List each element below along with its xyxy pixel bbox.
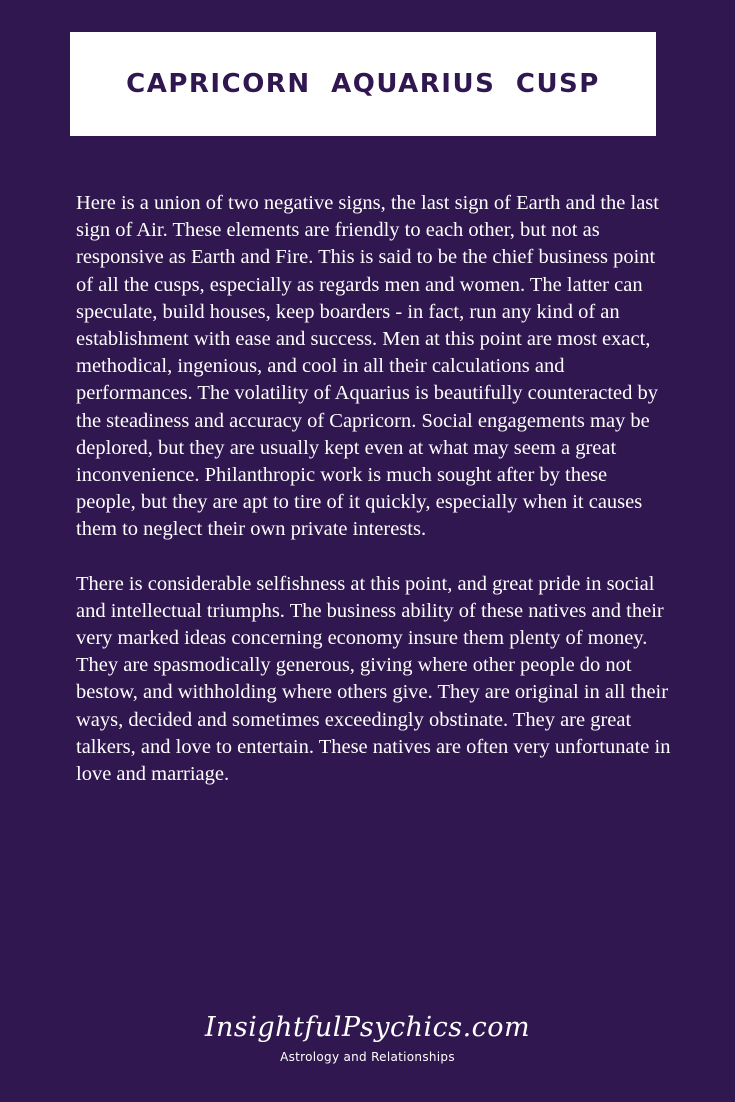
page-title: CAPRICORN AQUARIUS CUSP — [126, 69, 600, 99]
site-logo: InsightfulPsychics.com — [204, 1012, 531, 1043]
footer-branding — [0, 1008, 735, 1064]
article-paragraph-2: There is considerable selfishness at this point, and great pride in social and intellectual triumphs. The business ability of these natives and their very marked ideas concerning economy insure them plenty of money. They are spasmodically generous, giving where other people do not bestow, and withholding where others give. They are original in all their ways, decided and sometimes exceedingly obstinate. They are great talkers, and love to entertain. These natives are often very unfortunate in love and marriage. — [76, 572, 671, 786]
site-tagline: Astrology and Relationships — [280, 1050, 455, 1064]
title-banner — [70, 32, 656, 136]
article-paragraph-1: Here is a union of two negative signs, the last sign of Earth and the last sign of Air. These elements are friendly to each other, but not as responsive as Earth and Fire. This is said to be the chief business point of all the cusps, especially as regards men and women. The latter can speculate, build houses, keep boarders - in fact, run any kind of an establishment with ease and success. Men at this point are most exact, methodical, ingenious, and cool in all their calculations and performances. The volatility of Aquarius is beautifully counteracted by the steadiness and accuracy of Capricorn. Social engagements may be deplored, but they are usually kept even at what may seem a great inconvenience. Philanthropic work is much sought after by these people, but they are apt to tire of it quickly, especially when it causes them to neglect their own private interests. — [76, 192, 659, 541]
article-body — [76, 190, 672, 788]
